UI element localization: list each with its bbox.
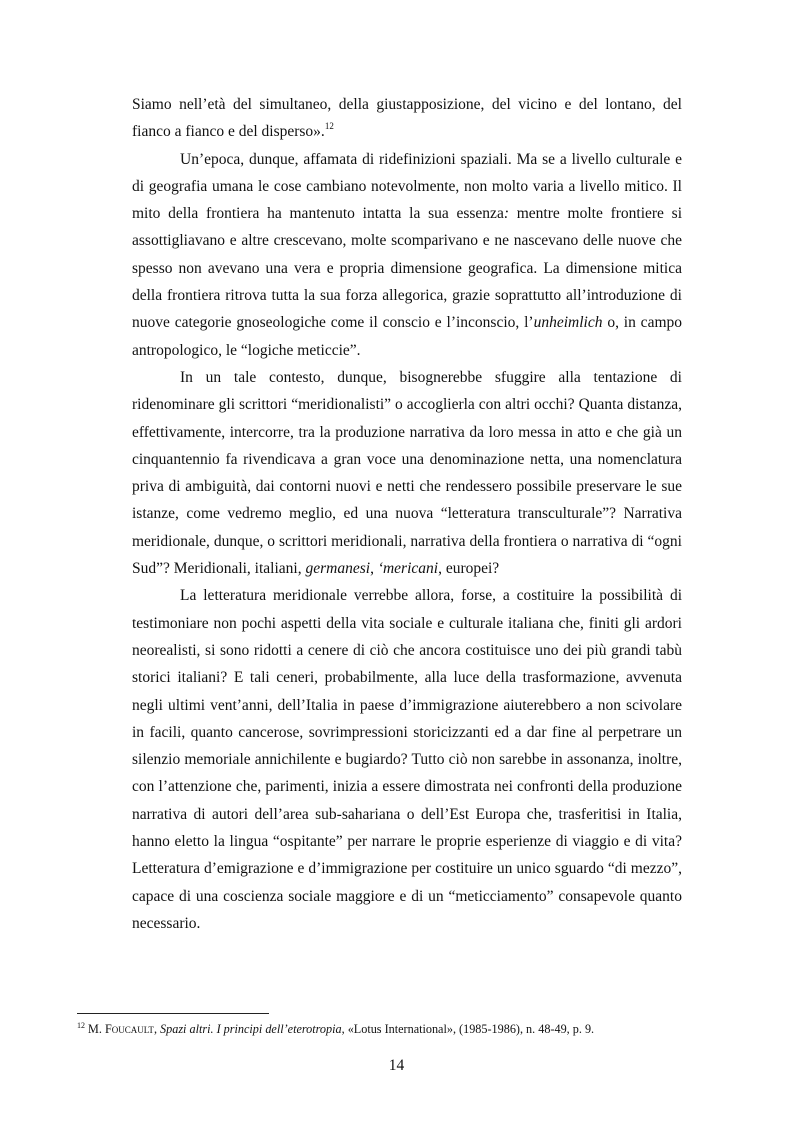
footnote-details: , «Lotus International», (1985-1986), n. 48-49, p. 9.	[341, 1022, 595, 1036]
footnote-author: Foucault	[104, 1022, 154, 1036]
paragraph-3-separator: ,	[370, 560, 378, 578]
paragraph-1	[132, 91, 682, 146]
footnote	[77, 1022, 697, 1037]
page-body	[132, 91, 682, 937]
footnote-initial: M.	[88, 1022, 105, 1036]
paragraph-1-text: Siamo nell’età del simultaneo, della giustapposizione, del vicino e del lontano, del fianco a fianco e del disperso».	[132, 96, 682, 141]
paragraph-2-term: unheimlich	[533, 314, 603, 332]
page-number: 14	[388, 1057, 405, 1074]
footnote-number: 12	[77, 1021, 85, 1030]
paragraph-3-text-b: , europei?	[438, 560, 500, 578]
paragraph-3-term-1: germanesi	[305, 560, 371, 578]
paragraph-2-text-c: o, in campo antropologico, le “logiche meticcie”.	[132, 314, 683, 359]
footnote-separator	[77, 1013, 269, 1014]
paragraph-3	[132, 364, 682, 582]
paragraph-2-colon: :	[503, 205, 509, 223]
paragraph-4	[132, 582, 682, 937]
paragraph-3-term-2: ‘mericani	[377, 560, 439, 578]
paragraph-4-text: La letteratura meridionale verrebbe allora, forse, a costituire la possibilità di testimoniare non pochi aspetti della vita sociale e culturale italiana che, finiti gli ardori neorealisti, si sono ridotti a cenere di ciò che ancora costituisce uno dei più grandi tabù storici italiani? E tali ceneri, probabilmente, alla luce della trasformazione, avvenuta negli ultimi vent’anni, dell’Italia in paese d’immigrazione aiuterebbero a non scivolare in facili, quanto cancerose, sovrimpressioni storicizzanti ed a dar fine al perpetrare un silenzio memoriale annichilente e bugiardo? Tutto ciò non sarebbe in assonanza, inoltre, con l’attenzione che, parimenti, inizia a essere dimostrata nei confronti della produzione narrativa di autori dell’area sub-sahariana o dell’Est Europa che, trasferitisi in Italia, hanno eletto la lingua “ospitante” per narrare le proprie esperienze di viaggio e di vita? Letteratura d’emigrazione e d’immigrazione per costituire un unico sguardo “di mezzo”, capace di una coscienza sociale maggiore e di un “meticciamento” consapevole quanto necessario.	[132, 587, 682, 932]
footnote-title: Spazi altri. I principi dell’eterotropia	[160, 1022, 342, 1036]
paragraph-2-text-a: Un’epoca, dunque, affamata di ridefinizioni spaziali. Ma se a livello culturale e di geografia umana le cose cambiano notevolmente, non molto varia a livello mitico. Il mito della frontiera ha mantenuto intatta la sua essenza	[132, 150, 682, 223]
paragraph-2	[132, 146, 682, 364]
footnote-reference[interactable]: 12	[324, 121, 334, 132]
paragraph-3-text-a: In un tale contesto, dunque, bisognerebbe sfuggire alla tentazione di ridenominare gli scrittori “meridionalisti” o accoglierla con altri occhi? Quanta distanza, effettivamente, intercorre, tra la produzione narrativa da loro messa in atto e che già un cinquantennio fa rivendicava a gran voce una denominazione netta, una nomenclatura priva di ambiguità, dai contorni nuovi e netti che rendessero possibile preservare le sue istanze, come vedremo meglio, ed una nuova “letteratura transculturale”? Narrativa meridionale, dunque, o scrittori meridionali, narrativa della frontiera o narrativa di “ogni Sud”? Meridionali, italiani,	[132, 368, 682, 578]
paragraph-2-text-b: mentre molte frontiere si assottigliavano e altre crescevano, molte scomparivano e ne nascevano delle nuove che spesso non avevano una vera e propria dimensione geografica. La dimensione mitica della frontiera ritrova tutta la sua forza allegorica, grazie soprattutto all’introduzione di nuove categorie gnoseologiche come il conscio e l’inconscio, l’	[132, 205, 683, 332]
footnote-separator-text: ,	[153, 1022, 161, 1036]
